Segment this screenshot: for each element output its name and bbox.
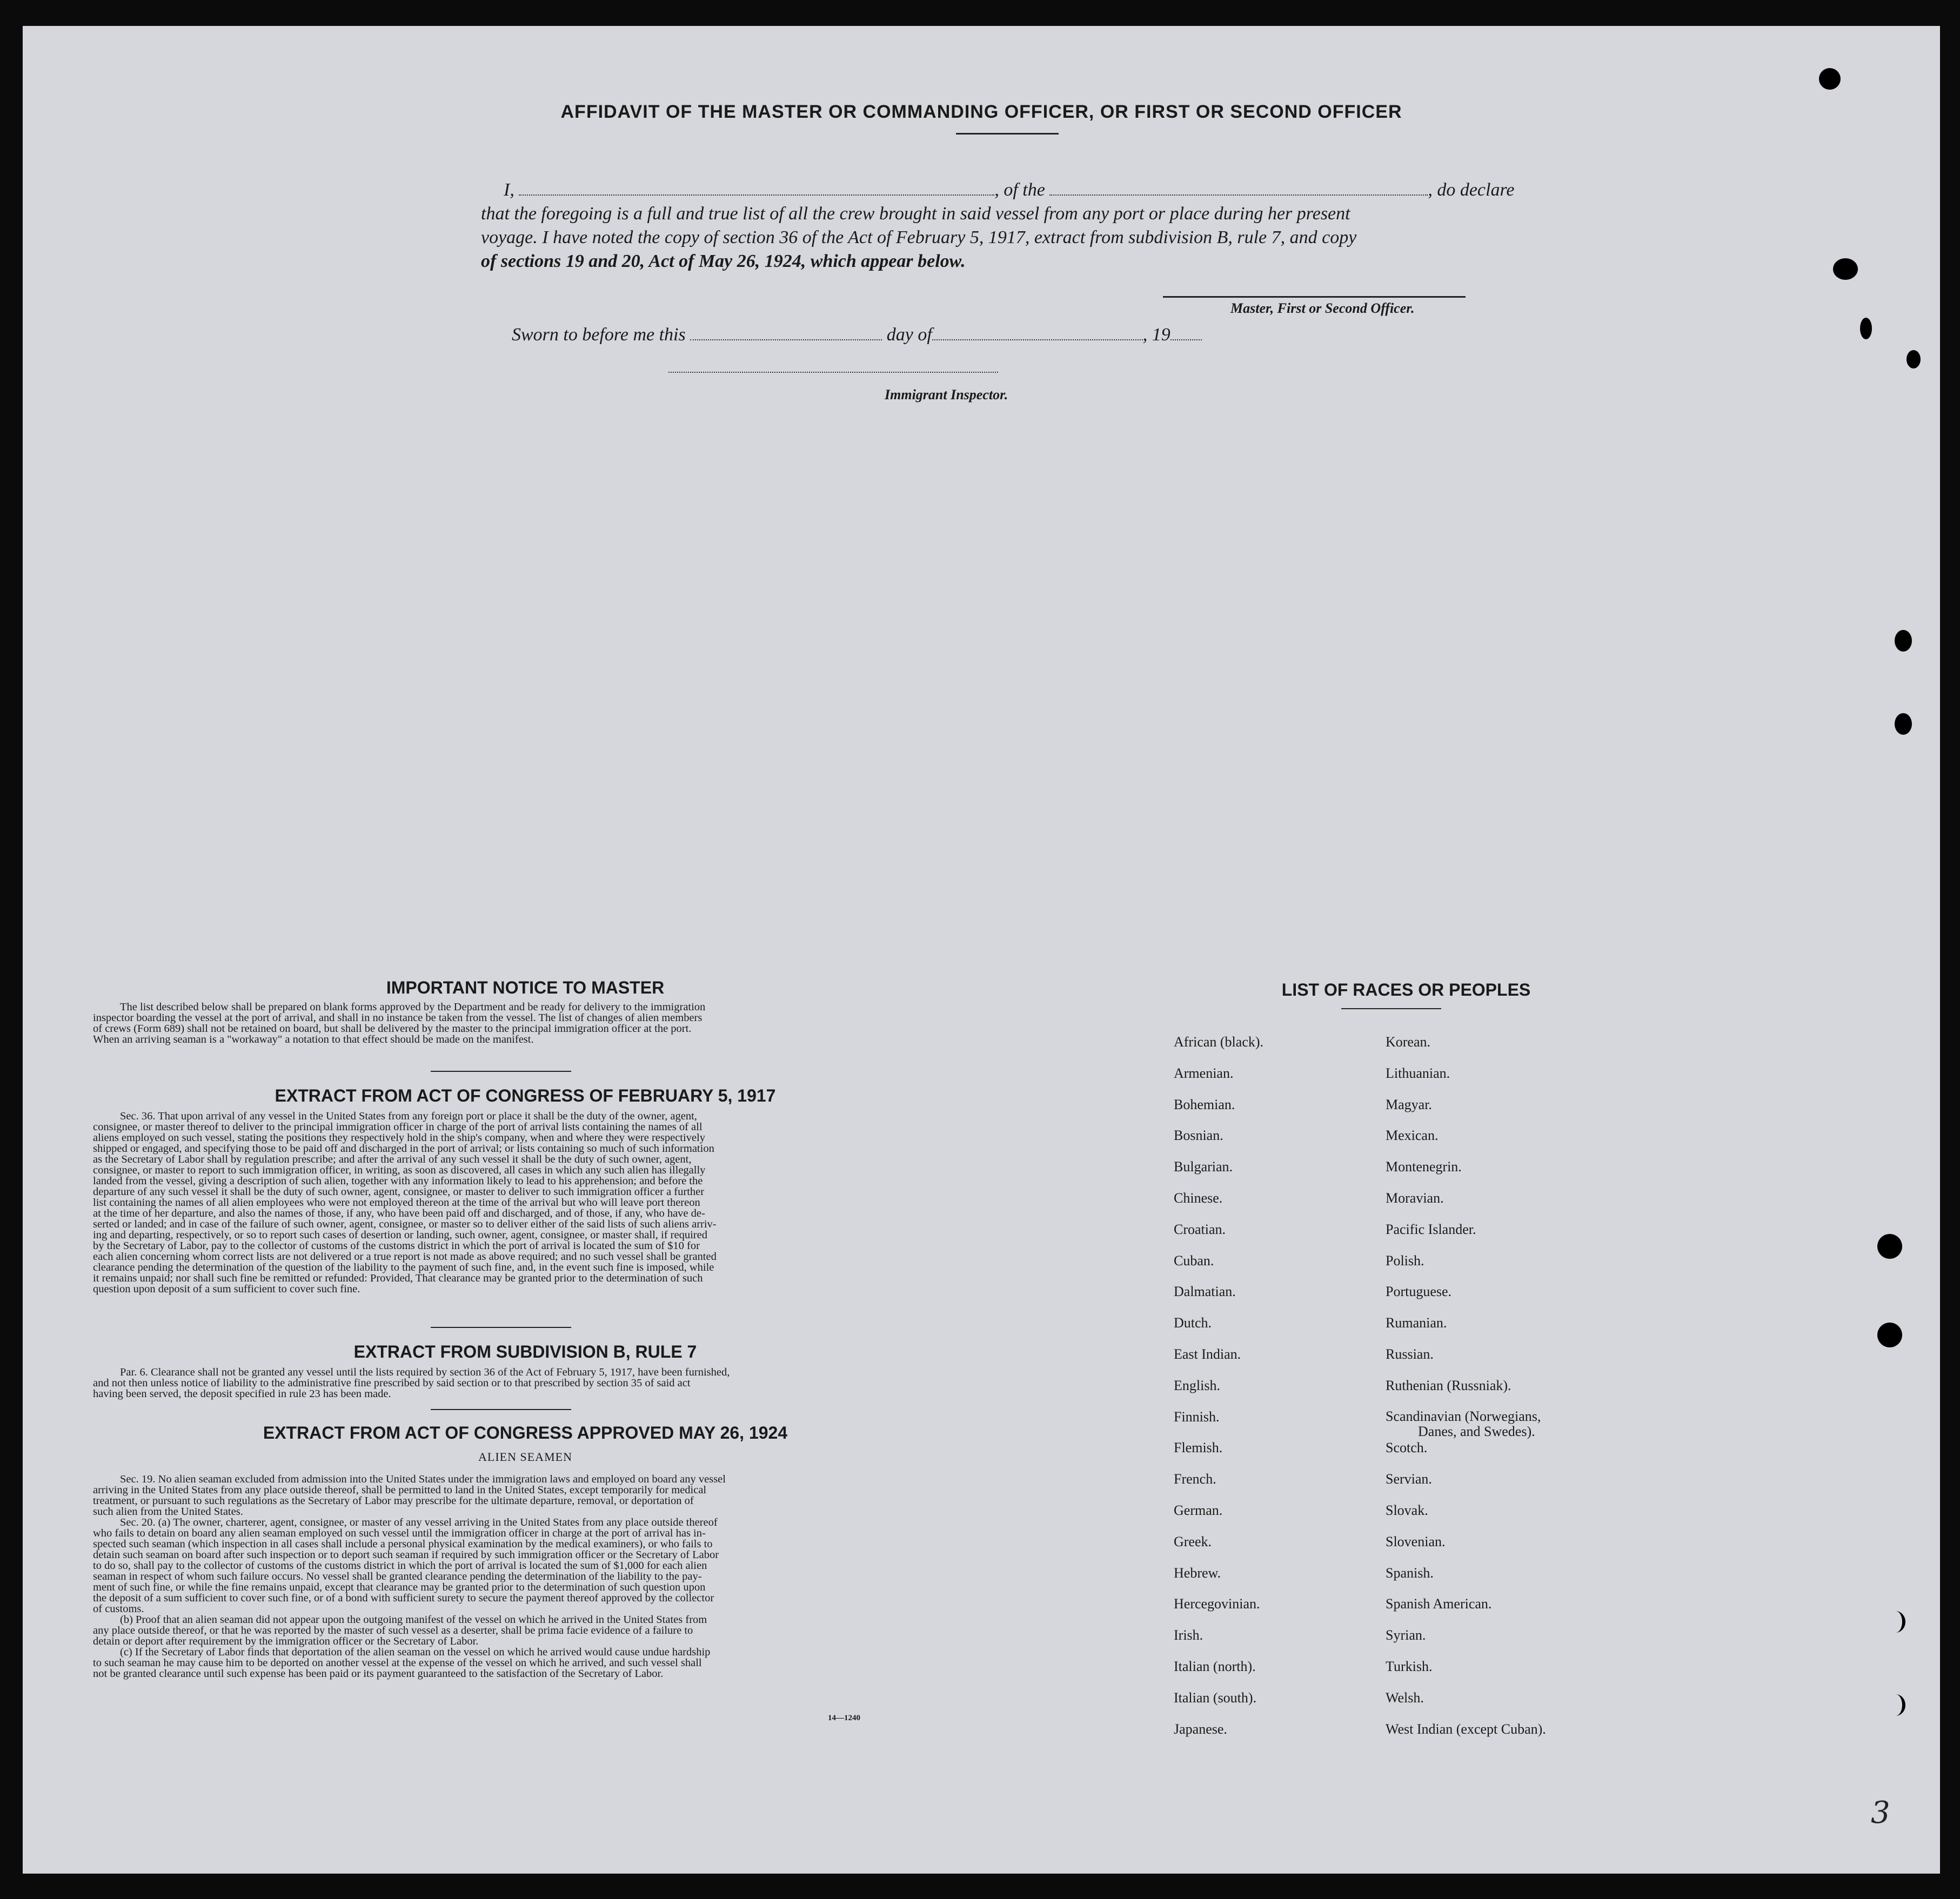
race-item: Spanish American. [1386, 1596, 1492, 1612]
races-left-column [1174, 1034, 1263, 1752]
master-caption: Master, First or Second Officer. [1230, 300, 1415, 316]
notice-line: inspector boarding the vessel at the port of arrival, and shall in no instance be taken from the vessel. The list of changes of alien members [93, 1012, 703, 1024]
race-item-continuation: Danes, and Swedes). [1418, 1423, 1535, 1439]
races-right-column [1386, 1034, 1546, 1752]
sworn-label: Sworn to before me this [512, 325, 686, 345]
extract-line: list containing the names of all alien employees who were not employed thereon at the time of the arrival but who will leave port thereon [93, 1197, 700, 1209]
extract-1924-body [93, 1474, 958, 1679]
extract-1917-title: EXTRACT FROM ACT OF CONGRESS OF FEBRUARY 5, 1917 [275, 1086, 776, 1105]
inspector-signature-line[interactable] [668, 372, 998, 373]
punch-hole [1877, 1234, 1902, 1259]
extract-line: it remains unpaid; nor shall such fine be remitted or refunded: Provided, That clearance may be granted prior to the determination of such [93, 1272, 703, 1284]
race-item: Dalmatian. [1174, 1284, 1236, 1300]
race-item: Greek. [1174, 1533, 1212, 1549]
section-divider [431, 1409, 571, 1410]
extract-line: having been served, the deposit specified in rule 23 has been made. [93, 1388, 391, 1400]
sworn-day-blank[interactable] [690, 327, 882, 340]
race-item: Hebrew. [1174, 1565, 1221, 1581]
notice-line: The list described below shall be prepared on blank forms approved by the Department and be ready for delivery to the immigration [120, 1001, 706, 1013]
race-item: Montenegrin. [1386, 1159, 1462, 1175]
affidavit-text [481, 202, 1529, 273]
affidavit-line-1 [504, 178, 1541, 202]
notice-body [93, 1002, 958, 1045]
extract-line: detain or deport after requirement by the immigration officer or the Secretary of Labor. [93, 1635, 479, 1647]
race-item: Hercegovinian. [1174, 1596, 1260, 1612]
race-item: Bohemian. [1174, 1096, 1235, 1112]
handwritten-page-mark: 3 [1871, 1795, 1890, 1830]
punch-hole [1886, 1611, 1905, 1633]
extract-1917-body [93, 1111, 958, 1294]
master-signature-line[interactable] [1163, 296, 1466, 298]
extract-line: aliens employed on such vessel, stating the positions they respectively hold in the ship's company, when and where they were respectively [93, 1132, 705, 1144]
extract-line: each alien concerning whom correct lists are not delivered or a true report is not made as above required; and no such vessel shall be granted [93, 1251, 717, 1263]
do-declare-label: , do declare [1428, 180, 1515, 200]
extract-line: at the time of her departure, and also the names of those, if any, who have been paid off and discharged, and of those, if any, who have de- [93, 1207, 705, 1219]
extract-line: Sec. 36. That upon arrival of any vessel in the United States from any foreign port or place it shall be the duty of the owner, agent, [120, 1110, 697, 1122]
extract-1924-title: EXTRACT FROM ACT OF CONGRESS APPROVED MAY 26, 1924 [263, 1423, 788, 1442]
inspector-caption: Immigrant Inspector. [885, 387, 1008, 402]
race-item: Flemish. [1174, 1440, 1223, 1456]
extract-line: departure of any such vessel it shall be the duty of such owner, agent, consignee, or master to deliver to such immigration officer a further [93, 1186, 705, 1198]
extract-line: ing and departing, respectively, or so to report such cases of desertion or landing, such owner, agent, consignee, or master shall, if required [93, 1229, 707, 1241]
race-item: Italian (south). [1174, 1689, 1257, 1706]
affidavit-line-3: voyage. I have noted the copy of section 36 of the Act of February 5, 1917, extract from subdivision B, rule 7, and copy [481, 227, 1357, 247]
race-item-multiline [1386, 1409, 1546, 1440]
race-item: Armenian. [1174, 1065, 1234, 1081]
race-item: Portuguese. [1386, 1284, 1452, 1300]
notice-title: IMPORTANT NOTICE TO MASTER [386, 978, 665, 997]
extract-line: who fails to detain on board any alien seaman employed on such vessel until the immigration officer in charge at the port of arrival has in- [93, 1527, 706, 1539]
section-divider [431, 1071, 571, 1072]
race-item: Korean. [1386, 1034, 1431, 1050]
extract-line: spected such seaman (which inspection in all cases shall include a personal physical examination by the medical examiners), or who fails to [93, 1538, 713, 1550]
race-item: East Indian. [1174, 1346, 1241, 1362]
affidavit-title: AFFIDAVIT OF THE MASTER OR COMMANDING OFFICER, OR FIRST OR SECOND OFFICER [560, 102, 1402, 122]
extract-line: treatment, or pursuant to such regulations as the Secretary of Labor may prescribe for the ultimate departure, removal, or deportation of [93, 1495, 694, 1507]
of-the-label: , of the [994, 180, 1045, 200]
extract-line: and not then unless notice of liability to the administrative fine prescribed by said section or to that prescribed by section 35 of said act [93, 1377, 691, 1389]
race-item: Scandinavian (Norwegians, [1386, 1408, 1541, 1424]
extract-line: such alien from the United States. [93, 1506, 243, 1518]
race-item: Croatian. [1174, 1221, 1226, 1237]
race-item: Welsh. [1386, 1689, 1424, 1706]
extract-line: ment of such fine, or while the fine remains unpaid, except that clearance may be granted prior to the determination of such question upon [93, 1581, 706, 1593]
i-label: I, [504, 180, 514, 200]
race-item: Finnish. [1174, 1408, 1220, 1425]
race-item: West Indian (except Cuban). [1386, 1721, 1546, 1737]
vessel-blank[interactable] [1049, 183, 1428, 196]
sworn-year-blank[interactable] [1170, 327, 1202, 340]
extract-line: (b) Proof that an alien seaman did not appear upon the outgoing manifest of the vessel on which he arrived in the United States from [120, 1614, 707, 1626]
extract-line: not be granted clearance until such expense has been paid or its payment guaranteed to the satisfaction of the Secretary of Labor. [93, 1668, 664, 1680]
torn-corner-mark [1819, 68, 1841, 90]
races-title: LIST OF RACES OR PEOPLES [1281, 980, 1531, 999]
extract-line: question upon deposit of a sum sufficient to cover such fine. [93, 1283, 360, 1295]
race-item: Syrian. [1386, 1627, 1426, 1643]
extract-line: arriving in the United States from any place outside thereof, shall be permitted to land in the United States, except temporarily for medical [93, 1484, 707, 1496]
extract-rule7-title: EXTRACT FROM SUBDIVISION B, RULE 7 [353, 1342, 697, 1361]
extract-line: consignee, or master to report to such immigration officer, in writing, as soon as discovered, all cases in which any such alien has illegally [93, 1164, 706, 1176]
extract-line: seaman in respect of whom such failure occurs. No vessel shall be granted clearance pending the determination of the liability to the pay- [93, 1571, 702, 1582]
race-item: Magyar. [1386, 1096, 1432, 1112]
race-item: Ruthenian (Russniak). [1386, 1377, 1511, 1393]
race-item: Mexican. [1386, 1128, 1439, 1144]
race-item: Japanese. [1174, 1721, 1227, 1737]
race-item: Cuban. [1174, 1252, 1214, 1269]
extract-line: the deposit of a sum sufficient to cover such fine, or of a bond with sufficient surety to secure the payment thereof approved by the collector [93, 1592, 714, 1604]
extract-line: by the Secretary of Labor, pay to the collector of customs of the customs district in which the port of arrival is located the sum of $10 for [93, 1240, 700, 1252]
affidavit-body [504, 178, 1541, 202]
extract-line: any place outside thereof, or that he was reported by the master of such vessel as a deserter, shall be prima facie evidence of a failure to [93, 1625, 693, 1636]
punch-hole [1907, 350, 1921, 368]
section-divider [431, 1327, 571, 1328]
race-item: Spanish. [1386, 1565, 1434, 1581]
notice-line: When an arriving seaman is a "workaway" a notation to that effect should be made on the manifest. [93, 1034, 534, 1045]
races-divider [1341, 1008, 1441, 1009]
race-item: Dutch. [1174, 1315, 1212, 1331]
document-sheet [23, 26, 1940, 1874]
extract-line: of customs. [93, 1603, 144, 1615]
extract-line: landed from the vessel, giving a description of such alien, together with any information likely to lead to his apprehension; and before the [93, 1175, 703, 1187]
extract-line: consignee, or master thereof to deliver to the principal immigration officer in charge of the port of arrival lists containing the names of all [93, 1121, 703, 1133]
race-item: Servian. [1386, 1471, 1432, 1487]
race-item: Italian (north). [1174, 1658, 1256, 1674]
race-item: Bosnian. [1174, 1128, 1223, 1144]
torn-edge-mark [1833, 258, 1858, 280]
sworn-line [512, 323, 1202, 347]
torn-edge-mark [1860, 318, 1872, 339]
race-item: Chinese. [1174, 1190, 1223, 1206]
extract-line: serted or landed; and in case of the failure of such owner, agent, consignee, or master so to deliver either of the said lists of such aliens arriv- [93, 1218, 717, 1230]
affidavit-line-2: that the foregoing is a full and true list of all the crew brought in said vessel from any port or place during her present [481, 204, 1350, 224]
form-number: 14—1240 [828, 1714, 860, 1722]
punch-hole [1895, 630, 1912, 652]
race-item: Turkish. [1386, 1658, 1433, 1674]
race-item: African (black). [1174, 1034, 1264, 1050]
notice-line: of crews (Form 689) shall not be retained on board, but shall be delivered by the master to the principal immigration officer at the port. [93, 1023, 692, 1035]
sworn-month-blank[interactable] [932, 327, 1143, 340]
extract-1924-subtitle: ALIEN SEAMEN [478, 1450, 572, 1464]
extract-line: detain such seaman on board after such inspection or to deport such seaman if required by such immigration officer or the Secretary of Labor [93, 1549, 719, 1561]
punch-hole [1886, 1694, 1905, 1716]
race-item: Pacific Islander. [1386, 1221, 1476, 1237]
extract-line: to such seaman he may cause him to be deported on another vessel at the expense of the vessel on which he arrived, and such vessel shall [93, 1657, 702, 1669]
race-item: French. [1174, 1471, 1216, 1487]
race-item: Russian. [1386, 1346, 1434, 1362]
race-item: Rumanian. [1386, 1315, 1447, 1331]
punch-hole [1877, 1323, 1902, 1347]
extract-rule7-body [93, 1367, 958, 1399]
race-item: Scotch. [1386, 1440, 1428, 1456]
affidavit-line-4: of sections 19 and 20, Act of May 26, 1924, which appear below. [481, 251, 966, 271]
race-item: German. [1174, 1502, 1223, 1518]
extract-line: Sec. 20. (a) The owner, charterer, agent, consignee, or master of any vessel arriving in the United States from any place outside thereof [120, 1516, 718, 1528]
name-blank[interactable] [519, 183, 994, 196]
extract-line: as the Secretary of Labor shall by regulation prescribe; and after the arrival of any such vessel it shall be the duty of such owner, agent, [93, 1153, 692, 1165]
extract-line: shipped or engaged, and specifying those to be paid off and discharged in the port of arrival; or lists containing so much of such information [93, 1143, 714, 1155]
race-item: Polish. [1386, 1252, 1424, 1269]
race-item: Irish. [1174, 1627, 1203, 1643]
title-divider [956, 133, 1059, 135]
race-item: Moravian. [1386, 1190, 1444, 1206]
race-item: Bulgarian. [1174, 1159, 1233, 1175]
race-item: Slovenian. [1386, 1533, 1446, 1549]
day-of-label: day of [886, 325, 932, 345]
race-item: Lithuanian. [1386, 1065, 1450, 1081]
race-item: English. [1174, 1377, 1220, 1393]
extract-line: Sec. 19. No alien seaman excluded from admission into the United States under the immigration laws and employed on board any vessel [120, 1473, 726, 1485]
punch-hole [1895, 713, 1912, 735]
race-item: Slovak. [1386, 1502, 1428, 1518]
extract-line: to do so, shall pay to the collector of customs of the customs district in which the port of arrival is located the sum of $1,000 for each alien [93, 1560, 707, 1572]
extract-line: clearance pending the determination of the question of the liability to the payment of such fine, and, in the event such fine is imposed, while [93, 1261, 714, 1273]
extract-line: Par. 6. Clearance shall not be granted any vessel until the lists required by section 36 of the Act of February 5, 1917, have been furnished, [120, 1366, 730, 1378]
year-label: , 19 [1142, 325, 1170, 345]
extract-line: (c) If the Secretary of Labor finds that deportation of the alien seaman on the vessel on which he arrived would cause undue hardship [120, 1646, 711, 1658]
